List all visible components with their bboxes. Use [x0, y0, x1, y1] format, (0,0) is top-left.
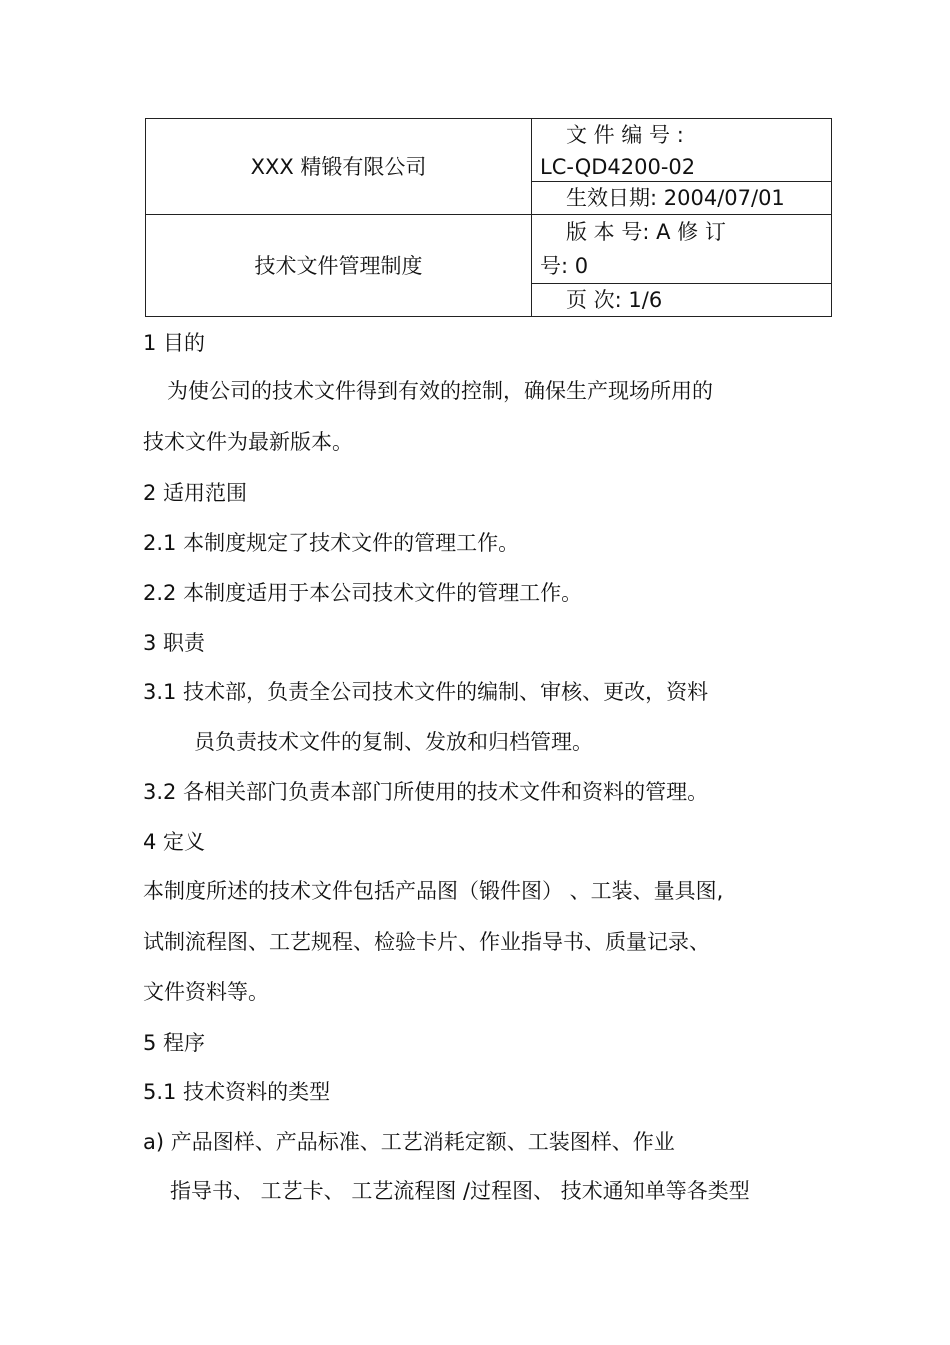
section-5-a-line-2: 指导书、 工艺卡、 工艺流程图 /过程图、 技术通知单等各类型 — [170, 1179, 750, 1203]
table-divider-vertical — [531, 119, 532, 316]
section-5-title: 5 程序 — [143, 1031, 206, 1055]
table-divider-middle — [146, 214, 831, 215]
version-line-2: 号: 0 — [540, 254, 589, 278]
section-5-1: 5.1 技术资料的类型 — [143, 1080, 331, 1104]
section-3-1-line-2: 员负责技术文件的复制、发放和归档管理。 — [194, 730, 593, 754]
section-1-title: 1 目的 — [143, 331, 206, 355]
section-3-title: 3 职责 — [143, 631, 206, 655]
document-header-table — [145, 118, 832, 317]
doc-number-label: 文 件 编 号 : — [566, 123, 684, 147]
section-1-paragraph-line-1: 为使公司的技术文件得到有效的控制，确保生产现场所用的 — [167, 379, 713, 403]
section-1-paragraph-line-2: 技术文件为最新版本。 — [143, 430, 353, 454]
section-3-2: 3.2 各相关部门负责本部门所使用的技术文件和资料的管理。 — [143, 780, 709, 804]
section-2-2: 2.2 本制度适用于本公司技术文件的管理工作。 — [143, 581, 583, 605]
section-2-title: 2 适用范围 — [143, 481, 248, 505]
section-4-paragraph-line-3: 文件资料等。 — [143, 980, 269, 1004]
section-2-1: 2.1 本制度规定了技术文件的管理工作。 — [143, 531, 520, 555]
doc-number-value: LC-QD4200-02 — [540, 155, 696, 179]
effective-date: 生效日期: 2004/07/01 — [566, 186, 785, 210]
version-line-1: 版 本 号: A 修 订 — [566, 220, 726, 244]
section-5-a-line-1: a) 产品图样、产品标准、工艺消耗定额、工装图样、作业 — [143, 1130, 675, 1154]
page-number: 页 次: 1/6 — [566, 288, 663, 312]
section-4-title: 4 定义 — [143, 830, 206, 854]
section-4-paragraph-line-2: 试制流程图、工艺规程、检验卡片、作业指导书、质量记录、 — [143, 930, 710, 954]
company-name: XXX 精锻有限公司 — [250, 155, 427, 179]
section-3-1-line-1: 3.1 技术部，负责全公司技术文件的编制、审核、更改，资料 — [143, 680, 709, 704]
document-title: 技术文件管理制度 — [254, 254, 423, 278]
section-4-paragraph-line-1: 本制度所述的技术文件包括产品图（锻件图） 、工装、量具图, — [143, 879, 724, 903]
